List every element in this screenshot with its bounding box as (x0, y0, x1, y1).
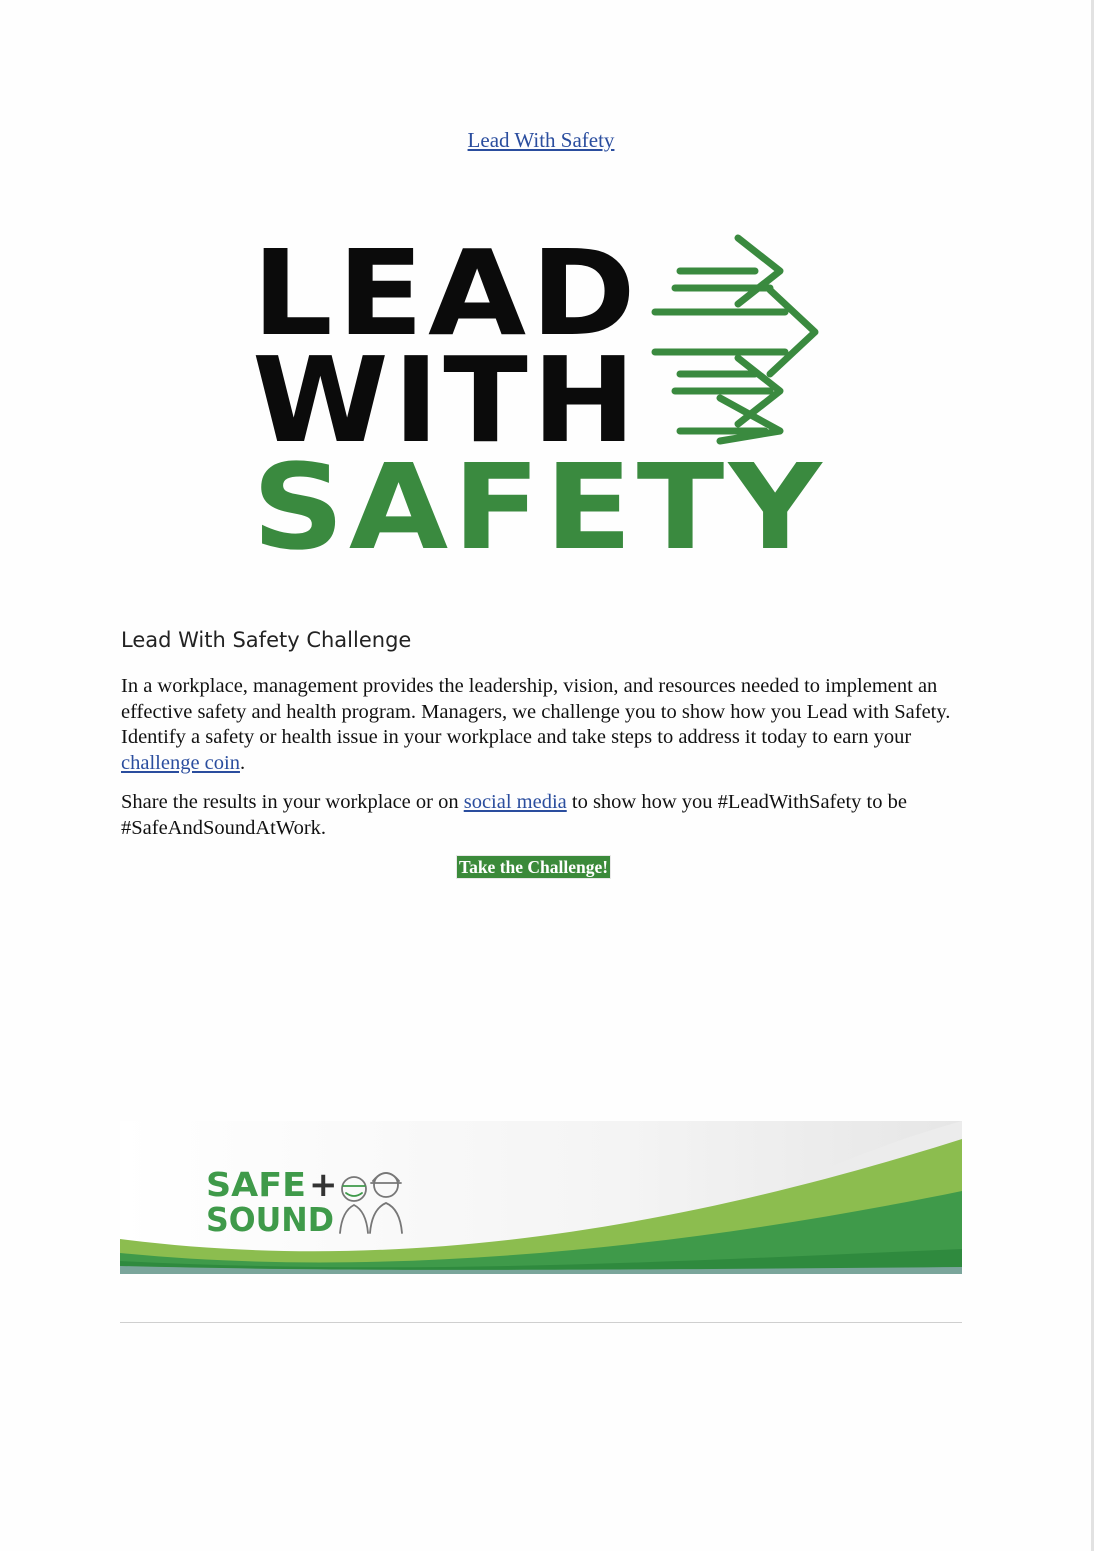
banner-logo-safe: SAFE (206, 1165, 306, 1204)
take-challenge-button[interactable]: Take the Challenge! (456, 855, 611, 879)
banner-logo-sound: SOUND (206, 1200, 334, 1239)
logo-word-lead: LEAD (252, 226, 640, 362)
lead-with-safety-logo (250, 226, 832, 556)
intro-text-end: . (239, 751, 246, 774)
logo-word-safety: SAFETY (252, 438, 827, 556)
safe-sound-banner (120, 1121, 962, 1274)
intro-text: In a workplace, management provides the leadership, vision, and resources needed to implement an effective safety and health program. Managers, we challenge you to show how you Lead with Safety. Identify a safety or health issue in your workplace and take steps to address it today to earn your (121, 675, 951, 749)
logo-word-with: WITH (252, 331, 640, 469)
lead-with-safety-link[interactable]: Lead With Safety (467, 128, 615, 152)
social-media-link[interactable]: social media (463, 791, 567, 813)
logo-arrows-icon (655, 238, 815, 441)
intro-paragraph (121, 674, 966, 776)
share-paragraph (121, 790, 966, 841)
share-text-end: to show how you #LeadWithSafety to be #SafeAndSoundAtWork. (121, 791, 907, 839)
challenge-heading: Lead With Safety Challenge (121, 628, 412, 652)
challenge-coin-link[interactable]: challenge coin (121, 751, 240, 774)
horizontal-rule (120, 1322, 962, 1323)
banner-logo-plus: + (309, 1165, 338, 1205)
share-text: Share the results in your workplace or on (121, 791, 464, 813)
